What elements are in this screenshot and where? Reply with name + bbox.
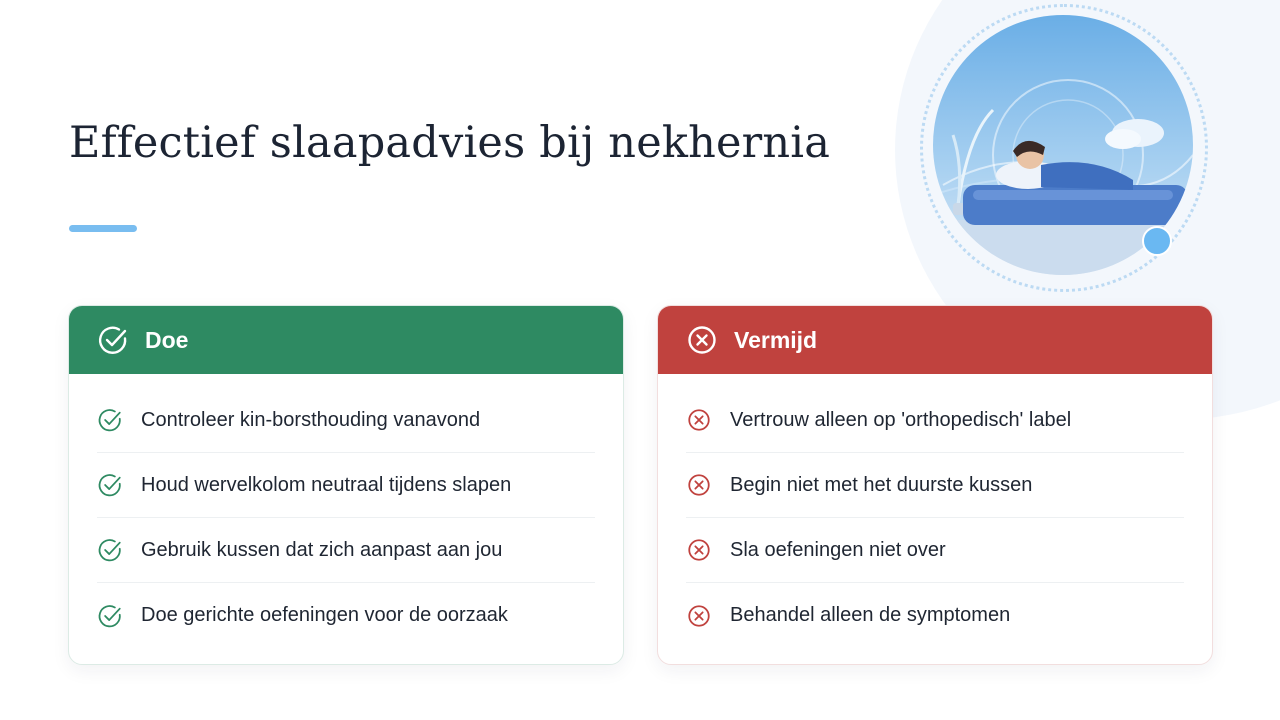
- do-item-text: Houd wervelkolom neutraal tijdens slapen: [141, 473, 512, 496]
- avoid-list: [658, 374, 1212, 648]
- list-item: [686, 583, 1184, 648]
- page-title: Effectief slaapadvies bij nekhernia: [69, 118, 831, 168]
- accent-dot: [1142, 226, 1172, 256]
- do-item-text: Gebruik kussen dat zich aanpast aan jou: [141, 538, 503, 561]
- list-item: [97, 583, 595, 648]
- do-card-title: Doe: [145, 326, 189, 353]
- avoid-item-text: Begin niet met het duurste kussen: [730, 473, 1033, 496]
- do-item-text: Doe gerichte oefeningen voor de oorzaak: [141, 604, 508, 626]
- check-circle-icon: [97, 603, 123, 629]
- x-circle-icon: [686, 472, 712, 498]
- hero-illustration: [912, 0, 1212, 300]
- x-circle-icon: [686, 407, 712, 433]
- check-circle-icon: [97, 407, 123, 433]
- title-underline: [69, 225, 137, 232]
- list-item: [97, 453, 595, 518]
- do-card: [68, 305, 624, 665]
- check-circle-icon: [97, 472, 123, 498]
- avoid-card: [657, 305, 1213, 665]
- avoid-item-text: Behandel alleen de symptomen: [730, 604, 1011, 626]
- avoid-item-text: Vertrouw alleen op 'orthopedisch' label: [730, 408, 1072, 431]
- do-item-text: Controleer kin-borsthouding vanavond: [141, 408, 481, 431]
- x-circle-icon: [686, 537, 712, 563]
- list-item: [686, 518, 1184, 583]
- list-item: [686, 388, 1184, 453]
- do-list: [69, 374, 623, 648]
- list-item: [686, 453, 1184, 518]
- check-circle-icon: [97, 324, 129, 356]
- list-item: [97, 518, 595, 583]
- check-circle-icon: [97, 537, 123, 563]
- avoid-card-header: [658, 306, 1212, 374]
- avoid-card-title: Vermijd: [734, 326, 818, 353]
- x-circle-icon: [686, 324, 718, 356]
- list-item: [97, 388, 595, 453]
- avoid-item-text: Sla oefeningen niet over: [730, 538, 946, 561]
- do-card-header: [69, 306, 623, 374]
- x-circle-icon: [686, 603, 712, 629]
